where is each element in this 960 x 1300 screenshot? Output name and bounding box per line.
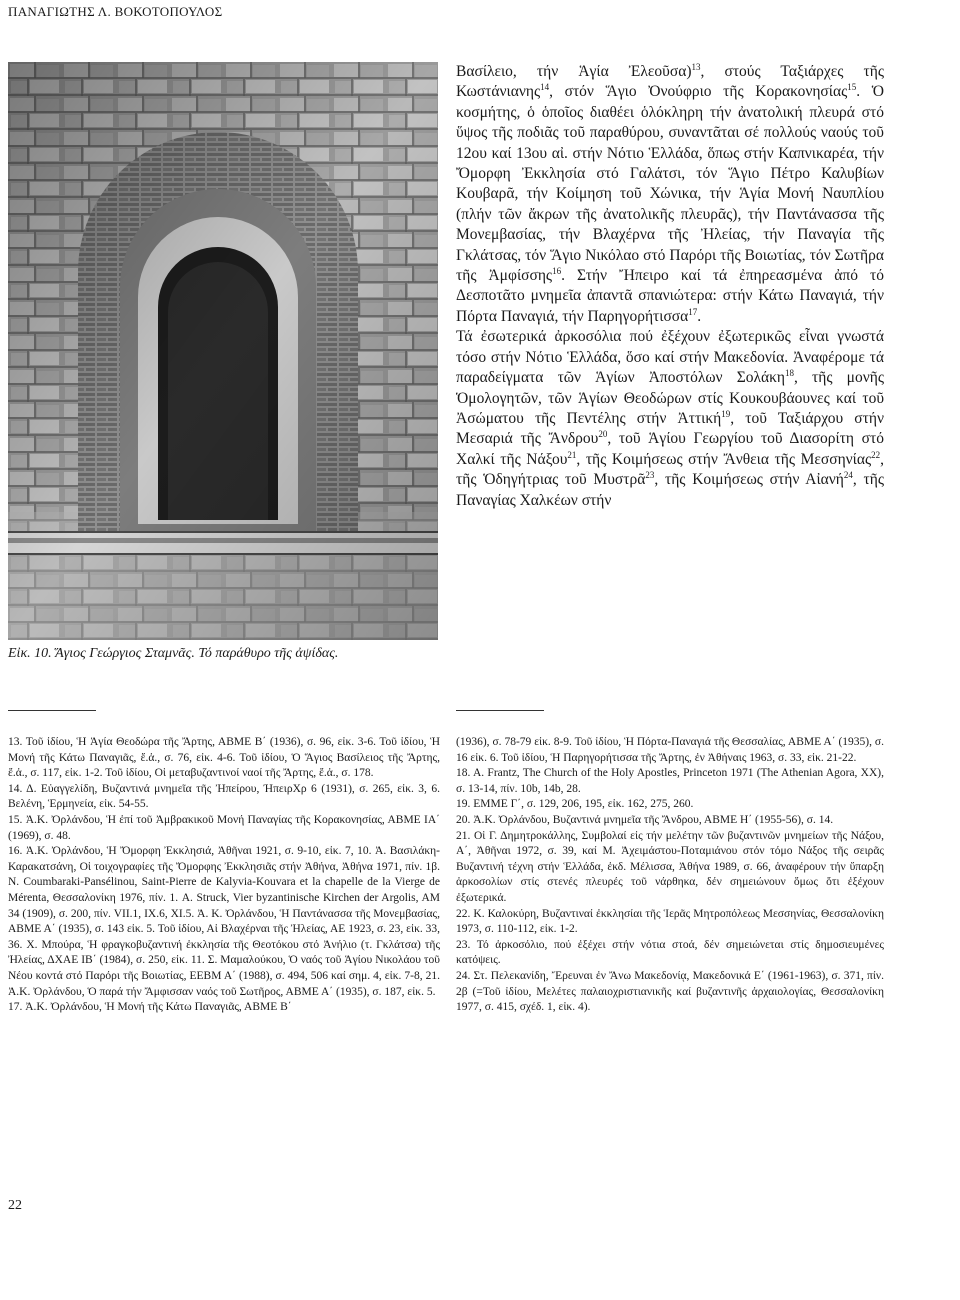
body-text-run: . Στήν Ἤπειρο καί τά ἐπηρεασμένα ἀπό τό Δεσποτᾶτο μνημεῖα ἀπαντᾶ σπανιώτερα: στήν Κάτω Παναγιά, τήν Πόρτα Παναγιά, τήν Παρηγορήτισσα xyxy=(456,267,885,325)
footnote-21: 21. Οἱ Γ. Δημητροκάλλης, Συμβολαί εἰς τήν μελέτην τῶν βυζαντινῶν μνημείων τῆς Νάξου, Α΄, Ἀθῆναι 1972, σ. 39, καί Μ. Ἀχειμάστου-Ποταμιάνου στόν τόμο Νάξος τῆς σειρᾶς Βυζαντινή τέχνη στήν Ἑλλάδα, ἐκδ. Μέλισσα, Ἀθήνα 1989, σ. 66, ἀναφέρουν τήν ὕπαρξη ἀρκοσολίων στίς στενές πλευρές τοῦ νάρθηκα, δέν σημειώνουν ὅμως ὅτι ἐξέχουν ἐξωτερικά. xyxy=(456,829,884,904)
footnote-19: 19. ΕΜΜΕ Γ΄, σ. 129, 206, 195, εἰκ. 162, 275, 260. xyxy=(456,798,694,811)
footnote-ref: 14 xyxy=(540,82,550,93)
page-number: 22 xyxy=(8,1198,22,1213)
body-text-run: , στούς Ταξιάρχες τῆς Κωστάνιανης xyxy=(456,63,884,101)
body-text-run: , τοῦ Ἁγίου Γεωργίου τοῦ Διασορίτη στό Χαλκί τῆς Νάξου xyxy=(456,430,884,468)
footnotes-right xyxy=(456,735,884,1016)
body-text-run: Βασίλειο, τήν Ἁγία Ἐλεοῦσα) xyxy=(456,63,692,80)
body-text-run: , τῆς Ὁδηγήτριας τοῦ Μυστρᾶ xyxy=(456,450,884,489)
body-text-run: , τῆς Παναγίας Χαλκέων στήν xyxy=(456,471,884,509)
footnote-ref: 18 xyxy=(785,367,795,378)
body-text-run: , τῆς μονῆς Ὁμολογητῶν, τῶν Ἁγίων Θεοδώρων στίς Κουκουβάουνες καί τοῦ Ἀσώματου τῆς Πεντέλης στήν Ἀττική xyxy=(456,369,884,427)
footnote-23: 23. Τό ἀρκοσόλιο, πού ἐξέχει στήν νότια στοά, δέν σημειώνεται στίς δημοσιευμένες κατόψεις. xyxy=(456,938,884,967)
body-text-run: . Ὁ κοσμήτης, ὁ ὁποῖος διαθέει ὁλόκληρη τήν ἀνατολική πλευρά στό ὕψος τῆς ποδιᾶς τοῦ παραθύρου, συναντᾶται σέ πολλούς ναούς τοῦ 12ου καί 13ου αἰ. στήν Νότιο Ἑλλάδα, ὅπως στήν Καπνικαρέα, τήν Ὄμορφη Ἐκκλησία στό Γαλάτσι, τόν Ἅγιο Πέτρο Καλυβίων Κουβαρᾶ, τήν Κοίμηση τοῦ Χώνικα, τήν Ἁγία Μονή Ναυπλίου (πλήν τῶν ἄκρων τῆς ἀνατολικῆς πλευρᾶς), τήν Παντάνασσα τῆς Μονεμβασίας, τήν Βλαχέρνα τῆς Ἠλείας, τήν Παναγία τῆς Γκλάτσας, τόν Ἅγιο Νικόλαο στό Παρόρι τῆς Βοιωτίας, τόν Σωτῆρα τῆς Ἀμφίσσης xyxy=(456,83,884,285)
footnote-ref: 13 xyxy=(691,61,701,72)
footnote-22: 22. Κ. Καλοκύρη, Βυζαντιναί ἐκκλησίαι τῆς Ἱερᾶς Μητροπόλεως Μεσσηνίας, Θεσσαλονίκη 1973, σ. 110-112, εἰκ. 1-2. xyxy=(456,907,884,936)
body-paragraph xyxy=(456,327,884,511)
footnote-20: 20. Ἀ.Κ. Ὀρλάνδου, Βυζαντινά μνημεῖα τῆς Ἄνδρου, ΑΒΜΕ Η΄ (1955-56), σ. 14. xyxy=(456,813,834,826)
church-window-photo xyxy=(8,62,438,640)
footnote-17-continued: (1936), σ. 78-79 εἰκ. 8-9. Τοῦ ἰδίου, Ἡ Πόρτα-Παναγιά τῆς Θεσσαλίας, ΑΒΜΕ Α΄ (1935), σ. 16 εἰκ. 6. Τοῦ ἰδίου, Ἡ Παρηγορήτισσα τῆς Ἄρτης, ἐν Ἀθήναις 1963, σ. 33, εἰκ. 21-22. xyxy=(456,736,884,764)
footnote-ref: 24 xyxy=(843,469,853,480)
footnote-ref: 17 xyxy=(688,306,698,317)
body-text-run: , τοῦ Ταξιάρχου στήν Μεσαριά τῆς Ἄνδρου xyxy=(456,409,884,448)
footnotes-left xyxy=(8,735,440,1016)
footnote-ref: 19 xyxy=(721,408,731,419)
footnote-ref: 16 xyxy=(552,265,562,276)
footnote-16: 16. Ἀ.Κ. Ὀρλάνδου, Ἡ Ὄμορφη Ἐκκλησιά, Ἀθῆναι 1921, σ. 9-10, εἰκ. 7, 10. Ἀ. Βασιλάκη-Καρακατσάνη, Οἱ τοιχογραφίες τῆς Ὄμορφης Ἐκκλησιᾶς στήν Ἀθήνα, Ἀθήνα 1971, πίν. 1β. N. Coumbaraki-Pansélinou, Saint-Pierre de Kalyvia-Kouvara et la chapelle de la Vierge de Mérenta, Θεσσαλονίκη 1976, πίν. 1. A. Struck, Vier byzantinische Kirchen der Argolis, AM 34 (1909), σ. 200, πίν. VII.1, IX.6, XI.5. Ἀ. Κ. Ὀρλάνδου, Ἡ Παντάνασσα τῆς Μονεμβασίας, ΑΒΜΕ Α΄ (1935), σ. 143 εἰκ. 5. Τοῦ ἰδίου, Αἱ Βλαχέρναι τῆς Ἠλείας, ΑΕ 1923, σ. 23, εἰκ. 33, 36. Χ. Μπούρα, Ἡ φραγκοβυζαντινή ἐκκλησία τῆς Θεοτόκου στό Ἀνήλιο (τ. Γκλάτσα) τῆς Ἠλείας, ΔΧΑΕ ΙΒ΄ (1984), σ. 250, εἰκ. 11. Σ. Μαμαλούκου, Ὁ ναός τοῦ Ἁγίου Νικολάου τοῦ Νέου κοντά στό Παρόρι τῆς Βοιωτίας, ΕΕΒΜ Α΄ (1988), σ. 494, 506 καί σημ. 4, εἰκ. 7-8, 21. Ἀ.Κ. Ὀρλάνδου, Ὁ παρά τήν Ἄμφισσαν ναός τοῦ Σωτῆρος, ΑΒΜΕ Α΄ (1935), σ. 187, εἰκ. 5. xyxy=(8,845,440,998)
footnote-18: 18. A. Frantz, The Church of the Holy Apostles, Princeton 1971 (The Athenian Agora, XX), σ. 13-14, πίν. 10b, 14b, 28. xyxy=(456,767,884,795)
footnote-13: 13. Τοῦ ἰδίου, Ἡ Ἁγία Θεοδώρα τῆς Ἄρτης, ΑΒΜΕ Β΄ (1936), σ. 96, εἰκ. 3-6. Τοῦ ἰδίου, Ἡ Μονή τῆς Κάτω Παναγιᾶς, ἔ.ἀ., σ. 76, εἰκ. 4-6. Τοῦ ἰδίου, Ὁ Ἅγιος Βασίλειος τῆς Ἄρτης, ἔ.ἀ., σ. 117, εἰκ. 1-2. Τοῦ ἰδίου, Οἱ μεταβυζαντινοί ναοί τῆς Ἄρτης, ἔ.ἀ., σ. 178. xyxy=(8,736,440,780)
figure-caption: Εἰκ. 10. Ἅγιος Γεώργιος Σταμνᾶς. Τό παράθυρο τῆς ἀψίδας. xyxy=(8,646,339,661)
footnote-17: 17. Ἀ.Κ. Ὀρλάνδου, Ἡ Μονή τῆς Κάτω Παναγιᾶς, ΑΒΜΕ Β΄ xyxy=(8,1001,292,1014)
body-paragraph xyxy=(456,62,884,327)
footnote-ref: 21 xyxy=(567,449,577,460)
footnote-ref: 20 xyxy=(598,429,608,440)
body-text-run: , τῆς Κοιμήσεως στήν Αἰανή xyxy=(654,471,844,489)
body-text-run: , τῆς Κοιμήσεως στήν Ἄνθεια τῆς Μεσσηνίας xyxy=(576,450,872,468)
footnote-ref: 15 xyxy=(847,82,857,93)
main-text-column xyxy=(456,62,884,511)
footnote-15: 15. Ἀ.Κ. Ὀρλάνδου, Ἡ ἐπί τοῦ Ἀμβρακικοῦ Μονή Παναγίας τῆς Κορακονησίας, ΑΒΜΕ ΙΑ΄ (1969), σ. 48. xyxy=(8,813,440,842)
body-text-run: . xyxy=(697,307,702,325)
body-text-run: Τά ἐσωτερικά ἀρκοσόλια πού ἐξέχουν ἐξωτερικῶς εἶναι γνωστά τόσο στήν Νότιο Ἑλλάδα, ὅσο καί στήν Μακεδονία. Ἀναφέρομε τά παραδείγματα τῶν Ἁγίων Ἀποστόλων Σολάκη xyxy=(456,328,884,387)
window-photo-image xyxy=(8,62,438,640)
footnote-ref: 22 xyxy=(871,449,881,460)
footnote-ref: 23 xyxy=(645,469,655,480)
footnote-rule-left xyxy=(8,710,96,711)
footnote-24: 24. Στ. Πελεκανίδη, Ἔρευναι ἐν Ἄνω Μακεδονίᾳ, Μακεδονικά Ε΄ (1961-1963), σ. 371, πίν. 2β (=Τοῦ ἰδίου, Μελέτες παλαιοχριστιανικῆς καί βυζαντινῆς ἀρχαιολογίας, Θεσσαλονίκη 1977, σ. 415, σχέδ. 1, εἰκ. 4). xyxy=(456,969,884,1014)
body-text-run: , στόν Ἅγιο Ὀνούφριο τῆς Κορακονησίας xyxy=(549,83,848,101)
footnote-rule-right xyxy=(456,710,544,711)
running-head: ΠΑΝΑΓΙΩΤΗΣ Λ. ΒΟΚΟΤΟΠΟΥΛΟΣ xyxy=(8,4,223,19)
footnote-14: 14. Δ. Εὐαγγελίδη, Βυζαντινά μνημεῖα τῆς Ἠπείρου, ΉπειρΧρ 6 (1931), σ. 265, εἰκ. 3, 6. Βελένη, Ἑρμηνεία, εἰκ. 54-55. xyxy=(8,782,440,811)
